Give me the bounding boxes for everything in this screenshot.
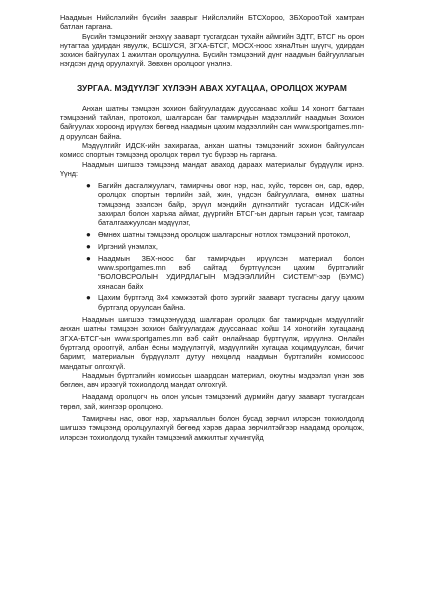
bullet-icon: ● — [86, 230, 91, 240]
section-paragraph-3: Наадмын шигшээ тэмцээнд мандат аваход дараах материалыг бүрдүүлж ирнэ. Үүнд: — [60, 159, 364, 178]
after-paragraph-1: Наадмын шигшээ тэмцээнүүдэд шалгаран оролцох баг тамирчдын мэдүүлгийг анхан шатны тэмцээн зохион байгуулагдаж дууссанаас хойш 14 хоногийн хугацаанд ЗГХА-БТСГ-ын www.sportgames.mn вэб сайт онлайнаар бүртгүүлж, ирүүлнэ. Онлайн бүртгэлд орооггүй, албан ёсны мэдүүлэггүй, мэдүүлгийн хугацаа хоцимдуулсан, бичиг баримт, материалын бүрдүүлэлт дутуу нөхцөлд наадмын бүртгэлийн комиссоос мандатыг олгохгүй. — [60, 315, 364, 371]
requirements-list — [60, 181, 364, 312]
list-item — [86, 254, 364, 291]
after-paragraph-4: Тамирчны нас, овог нэр, харъяаллын болон бусад зөрчил илэрсэн тохиолдолд шигшээ тэмцээнд оролцуулахгүй бөгөөд хэрэв дараа зөрчилтэйгээр наадамд оролцож, илэрсэн тохиолдолд тухайн тэмцээний амжилтыг хүчингүйд — [60, 413, 364, 442]
intro-paragraph-1: Наадмын Нийслэлийн бүсийн зааврыг Нийслэлийн БТСХороо, ЗБХорооТой хамтран батлан гаргана. — [60, 13, 364, 32]
bullet-icon: ● — [86, 241, 91, 251]
list-item — [86, 181, 364, 227]
list-item-text: Наадмын ЗБХ-ноос баг тамирчдын ирүүлсэн материал болон www.sportgames.mn вэб сайтад бүртгүүлсэн цахим бүртгэлийг "БОЛОВСРОЛЫН УДИРДЛАГЫН МЭДЭЭЛЛИЙН СИСТЕМ"-ээр (БУМС) хянасан байх — [98, 253, 364, 291]
section-paragraph-2: Мэдүүлгийг ИДСК-ийн захирагаа, анхан шатны тэмцээнийг зохион байгуулсан комисс спортын тэмцээнд оролцох төрөл тус бүрээр нь гаргана. — [60, 140, 364, 160]
list-item-text: Өмнөх шатны тэмцээнд оролцож шалгарсныг нотлох тэмцээний протокол, — [98, 230, 351, 240]
section-heading: ЗУРГАА. МЭДҮҮЛЭГ ХҮЛЭЭН АВАХ ХУГАЦАА, ОРОЛЦОХ ЖУРАМ — [77, 82, 347, 93]
list-item-text: Цахим бүртгэлд 3х4 хэмжээтэй фото зургийг зааварт тусгасны дагуу цахим бүртгэлд оруулсан байна. — [98, 293, 364, 312]
after-paragraph-3: Наадамд оролцогч нь олон улсын тэмцээний дүрмийн дагуу зааварт тусгагдсан төрөл, зай, жингээр оролцоно. — [60, 392, 364, 411]
list-item — [86, 230, 364, 239]
section-paragraph-1: Анхан шатны тэмцээн зохион байгуулагдаж дууссанаас хойш 14 хоногт багтаан тэмцээний тайлан, протокол, шалгарсан баг тамирчдын мэдээллийг наадмын Зохион байгуулах хороонд ирүүлэх бөгөөд наадмын цахим мэдээллийн сан www.sportgames.mn-д оруулсан байна. — [60, 103, 364, 141]
bullet-icon: ● — [86, 253, 91, 263]
intro-paragraph-2: Бүсийн тэмцээнийг энэхүү заавaрт тусгагдсан тухайн аймгийн ЗДТГ, БТСГ нь орон нутагтаа удирдан явуулж, БСШУСЯ, ЗГХА-БТСГ, МОСХ-ноос хянаЛтын шүүгч, удирдан зохион байгуулах 1 ажилтан оролцуулна. Бүсийн тэмцээний дүнг наадмын байгууллагын нэгдсэн дүнд оруулахгүй. Зөвхөн оролцоог үнэлнэ. — [60, 31, 364, 69]
list-item — [86, 242, 364, 251]
after-paragraph-2: Наадмын бүртгэлийн комиссын шаардсан материал, оюутны мэдээлэл үнэн зөв бөглөн, авч ирээгүй тохиолдолд мандат олгохгүй. — [60, 370, 364, 390]
bullet-icon: ● — [86, 293, 91, 303]
list-item — [86, 293, 364, 312]
list-item-text: Иргэний үнэмлэх, — [98, 241, 158, 251]
list-item-text: Багийн дасгалжуулагч, тамирчны овог нэр, нас, хүйс, төрсөн он, сар, өдөр, оролцох спортын төрлийн зай, жин, үндсэн байгууллага, өмнөх шатны тэмцээнд эзэлсэн байр, эрүүл мэндийн дүгнэлтийг тусгасан ИДСК-ийн захирал болон харъяа аймаг, дүүргийн БТСГ-ын даргын гарын үсэг, тамгаар баталгаажуулсан мэдүүлэг, — [98, 181, 364, 228]
bullet-icon: ● — [86, 181, 91, 191]
